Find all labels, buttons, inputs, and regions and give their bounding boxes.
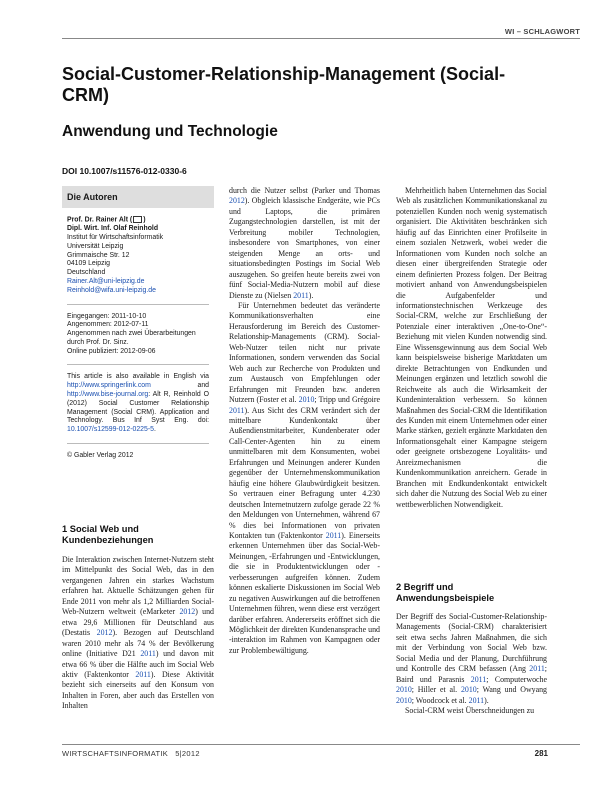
springerlink-link[interactable]: http://www.springerlink.com — [67, 382, 151, 390]
citation-link[interactable]: 2011 — [140, 649, 156, 659]
citation-text: : Alt R, Reinhold O (2012) Social Customer Relationship Management (Social CRM). Application and Technology. Bus Inf Syst Eng. doi: — [67, 391, 209, 425]
text-run: Der Begriff des Social-Customer-Relationship-Managements (Social-CRM) charakterisiert seit etwa sechs Jahren Maßnahmen, die sich mit der Verbindung von Social Web bzw. Social Media und der Planung, Durchführung und Kontrolle des CRM befassen (Ang — [396, 612, 547, 674]
text-run: Die Interaktion zwischen Internet-Nutzern steht im Mittelpunkt des Social Web, das in den vergangenen Jahren ein starkes Wachstum erfahren hat. Aktuelle Schätzungen gehen für Ende 2011 von mehr als 1,2 Milliarden Social-Web-Nutzern weltweit (eMarketer — [62, 555, 214, 617]
journal-name: WIRTSCHAFTSINFORMATIK — [62, 749, 169, 758]
affiliation-line: 04109 Leipzig — [67, 260, 110, 268]
paragraph: Social-CRM weist Überschneidungen zu — [405, 706, 535, 716]
column-2 — [229, 186, 380, 656]
text-run: ). Aus Sicht des CRM verändert sich der mittelbare Kundenkontakt über Außendienstmitarbeiter, Kundenberater oder Call-Center-Agenten hin zu einem unmittelbaren mit dem Konsumenten, wobei Erfahrungen und Meinungen anderer Kunden gegenüber der Unternehmenskommunikation häufig eine höhere Glaubwürdigkeit besitzen. So vertrauen einer Befragung unter 4.230 deutschen Internetnutzern zufolge gerade 22 % den Meldungen von Unternehmen, während 67 % dies bei Informationen von privaten Kontakten tun (Faktenkontor — [229, 405, 380, 540]
text-run: ) und davon mit etwa 66 % über die Hälfte auch im Social Web aktiv (Faktenkontor — [62, 649, 214, 679]
accepted-note: Angenommen nach zwei Überarbeitungen durch Prof. Dr. Sinz. — [67, 330, 196, 346]
citation-end: . — [153, 426, 156, 434]
text-run: ). — [484, 695, 489, 705]
citation-link[interactable]: 2010 — [396, 685, 412, 695]
citation-link[interactable]: 2012 — [96, 628, 113, 638]
paragraph: Mehrheitlich haben Unternehmen das Social Web als zusätzlichen Kommunikationskanal zu potenziellen Kunden noch wenig systematisch organisiert. Die Aktivitäten beschränken sich häufig auf das Einrichten einer Profilseite in einem sozialen Netzwerk, wobei weder die Informationen vom Kunden noch solche an diesen einer übergreifenden Strategie oder einem definierten Prozess folgen. Der Beitrag motiviert anhand von Anwendungsbeispielen die Aufgabenfelder und informationstechnischen Werkzeuge des Social-CRM, welche zur Erschließung der Potenziale einer interaktiven „One-to-One“-Beziehung mit vielen Kunden notwendig sind. Eine Wissensgewinnung aus dem Social Web kann beispielsweise bisherige Marktdaten um direkte Betrachtungen von Endkunden und Meinungen ergänzen und letztlich sowohl die Reichweite als auch die Wirksamkeit der Kundeninteraktion verbessern. So können Maßnahmen des Social-CRM die Identifikation des Kunden mit einem Unternehmen oder einer Marke stärken, gezielt ergänzte Marktdaten den Informationsgehalt einer Kampagne steigern oder geeignete ortsbezogene Loyalitäts- und Anreizmechanismen die Kundenkommunikation anreichern. Gerade in Branchen mit Endkundenkontakt entwickelt sich daher die Nutzung des Social Web zu einer wettbewerblichen Notwendigkeit. — [396, 186, 547, 509]
paragraph — [396, 612, 547, 706]
citation-link[interactable]: 2012 — [179, 607, 196, 617]
page-number: 281 — [534, 749, 548, 758]
citation-link[interactable]: 2011 — [529, 664, 545, 674]
mail-icon — [133, 216, 142, 223]
citation-link[interactable]: 2012 — [229, 196, 245, 206]
sidebar-divider — [67, 443, 209, 444]
paragraph — [229, 186, 380, 301]
text-run: ; Hiller et al. — [411, 685, 461, 695]
sidebar-divider — [67, 364, 209, 365]
text-run: ; Tripp und Grégoire — [314, 395, 380, 405]
copyright: © Gabler Verlag 2012 — [67, 452, 134, 460]
text-run: Für Unternehmen bedeutet das veränderte Kommunikationsverhalten eine Herausforderung im Bereich des Customer-Relationship-Managements (CRM). Social-Web-Nutzer teilen nicht nur private Informationen, sondern verwenden das Social Web auch zur Recherche von Produkten und zum Austausch von Empfehlungen oder Erfahrungen mit Freunden bzw. anderen Nutzern (Foster et al. — [229, 300, 380, 405]
author1-suffix: ) — [143, 216, 146, 224]
also-available-text: This article is also available in English via — [67, 373, 209, 381]
text-run: ; Computerwoche — [486, 674, 547, 684]
author2: Dipl. Wirt. Inf. Olaf Reinhold — [67, 225, 159, 233]
publication-dates — [62, 313, 214, 357]
paragraph — [62, 555, 214, 712]
english-version-note — [62, 373, 214, 435]
affiliation-line: Institut für Wirtschaftsinformatik — [67, 233, 164, 241]
citation-link[interactable]: 2011 — [135, 669, 151, 679]
and-text: and — [150, 382, 209, 390]
author-sidebar — [62, 186, 214, 469]
received-date: Eingegangen: 2011-10-10 — [67, 312, 147, 320]
journal-issue: 5|2012 — [175, 749, 200, 758]
paragraph — [229, 301, 380, 656]
citation-link[interactable]: 2011 — [325, 530, 342, 540]
footer-divider — [62, 744, 580, 745]
affiliation-line: Universität Leipzig — [67, 242, 124, 250]
section-tag: WI – SCHLAGWORT — [504, 27, 580, 36]
text-run: ; Baird und Parasnis — [396, 664, 547, 684]
column-1 — [62, 555, 214, 712]
author1 — [67, 216, 209, 225]
bise-journal-link[interactable]: http://www.bise-journal.org — [67, 391, 149, 399]
accepted-date: Angenommen: 2012-07-11 — [67, 321, 149, 329]
text-run: ). Bezogen auf Deutschland waren 2010 mehr als 74 % der Bevölkerung online (Initiative D21 — [62, 628, 214, 659]
affiliation-line: Deutschland — [67, 269, 106, 277]
text-run: ; Wang und Owyang — [476, 685, 547, 695]
text-run: ; Woodcock et al. — [411, 695, 469, 705]
article-title: Social-Customer-Relationship-Management (Social-CRM) — [62, 64, 506, 105]
text-run: ). Diese Aktivität bezieht sich einerseits auf den Konsum von Inhalten in Foren, aber auch das Erstellen von Inhalten — [62, 669, 214, 711]
citation-link[interactable]: 2010 — [460, 685, 477, 695]
footer-journal — [62, 749, 200, 758]
text-run: ). Einerseits erkennen Unternehmen über das Social-Web-Meinungen, -Erfahrungen und -Entwicklungen, die sie in Produktentwicklungen oder -verbesserungen aufgreifen können. Zudem können eskalierte Diskussionen im Social Web zu negativen Auswirkungen auf die betroffenen Unternehmen führen, wenn diese erst verzögert darüber erfahren. Andererseits eröffnet sich die Möglichkeit der direkten Kundenansprache und -interaktion im Rahmen von Kampagnen oder zur Problembewältigung. — [229, 530, 380, 655]
citation-link[interactable]: 2010 — [298, 395, 315, 405]
text-run: ). — [308, 290, 314, 300]
section-heading-1: 1 Social Web und Kundenbeziehungen — [62, 524, 154, 545]
header-divider — [62, 38, 580, 39]
article-doi: DOI 10.1007/s11576-012-0330-6 — [62, 166, 187, 176]
online-date: Online publiziert: 2012-09-06 — [67, 347, 156, 355]
section-heading-2: 2 Begriff und Anwendungsbeispiele — [396, 582, 495, 603]
text-run: ) und etwa 29,6 Millionen für Deutschland aus (Destatis — [62, 607, 215, 638]
citation-link[interactable]: 2010 — [396, 695, 412, 705]
citation-link[interactable]: 2011 — [468, 695, 485, 705]
author1-name: Prof. Dr. Rainer Alt ( — [67, 216, 133, 224]
text-run: ). Obgleich klassische Endgeräte, wie PCs und Laptops, die primären Zugangstechnologien darstellen, ist mit der Verbreitung mobiler Technologien, insbesondere von Smartphones, von einer steigenden Menge an orts- und situationsbedingten Postings im Social Web auszugehen. So greifen heute bereits zwei von fünf Social-Media-Nutzern mobil auf diese Dienste zu (Nielsen — [229, 196, 380, 300]
citation-link[interactable]: 2011 — [229, 405, 245, 415]
email-link-1[interactable]: Rainer.Alt@uni-leipzig.de — [67, 277, 145, 285]
sidebar-heading: Die Autoren — [62, 186, 214, 208]
citation-link[interactable]: 2011 — [470, 674, 487, 684]
citation-link[interactable]: 2011 — [293, 290, 309, 300]
article-subtitle: Anwendung und Technologie — [62, 123, 278, 140]
affiliation-line: Grimmaische Str. 12 — [67, 251, 130, 259]
citation-doi-link[interactable]: 10.1007/s12599-012-0225-5 — [67, 426, 154, 434]
column-3 — [396, 186, 547, 510]
sidebar-divider — [67, 304, 209, 305]
column-3-lower — [396, 612, 547, 717]
text-run: durch die Nutzer selbst (Parker und Thomas — [229, 186, 380, 195]
author-info — [62, 216, 214, 296]
email-link-2[interactable]: Reinhold@wifa.uni-leipzig.de — [67, 286, 156, 294]
